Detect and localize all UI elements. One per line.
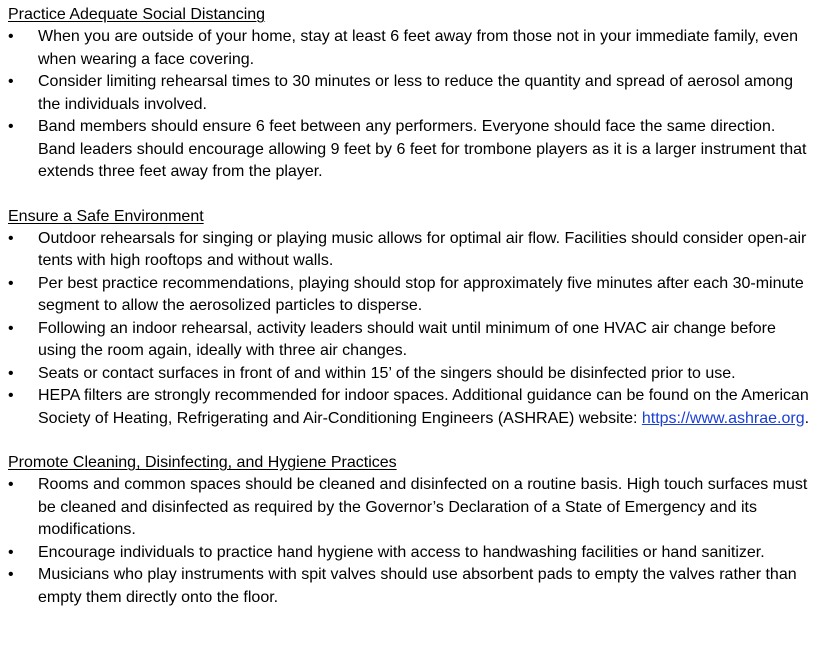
list-item-text: Following an indoor rehearsal, activity leaders should wait until minimum of one HVAC air change before using the room again, ideally with three air changes. (38, 319, 776, 359)
bullet-icon: • (8, 476, 14, 493)
bullet-icon: • (8, 364, 14, 382)
bullet-icon: • (8, 229, 14, 247)
bullet-icon: • (8, 319, 14, 337)
bullet-icon: • (8, 274, 14, 292)
bullet-list (8, 26, 816, 184)
list-item-text-end: . (804, 409, 810, 427)
section-social-distancing (8, 4, 816, 184)
list-item-text: Seats or contact surfaces in front of and within 15’ of the singers should be disinfected prior to use. (38, 364, 736, 382)
list-item (8, 474, 816, 542)
bullet-icon: • (8, 543, 14, 561)
bullet-list (8, 228, 816, 431)
section-cleaning-hygiene (8, 452, 816, 609)
list-item (8, 542, 816, 565)
list-item-text: Rooms and common spaces should be cleaned and disinfected on a routine basis. High touch surfaces must be cleaned and disinfected as required by the Governor’s Declaration of a State of Emergency and its modifications. (38, 476, 808, 538)
bullet-list (8, 474, 816, 609)
list-item-text: HEPA filters are strongly recommended for indoor spaces. Additional guidance can be found on the American Society of Heating, Refrigerating and Air-Conditioning Engineers (ASHRAE) website: (38, 387, 809, 427)
list-item-hepa (8, 385, 816, 430)
bullet-icon: • (8, 118, 14, 135)
list-item (8, 26, 816, 71)
list-item-text: Band members should ensure 6 feet between any performers. Everyone should face the same direction. Band leaders should encourage allowing 9 feet by 6 feet for trombone players as it is a larger instrument that extends three feet away from the player. (38, 118, 807, 180)
list-item-text: Encourage individuals to practice hand hygiene with access to handwashing facilities or hand sanitizer. (38, 543, 765, 561)
list-item (8, 71, 816, 116)
section-safe-environment (8, 206, 816, 431)
list-item-text: Per best practice recommendations, playing should stop for approximately five minutes after each 30-minute segment to allow the aerosolized particles to disperse. (38, 274, 804, 314)
list-item (8, 228, 816, 273)
ashrae-link[interactable]: https://www.ashrae.org (641, 409, 805, 427)
list-item-text: When you are outside of your home, stay at least 6 feet away from those not in your immediate family, even when wearing a face covering. (38, 28, 799, 68)
list-item (8, 273, 816, 318)
list-item-text: Musicians who play instruments with spit valves should use absorbent pads to empty the valves rather than empty them directly onto the floor. (38, 566, 797, 606)
list-item (8, 363, 816, 386)
section-heading: Promote Cleaning, Disinfecting, and Hygiene Practices (8, 454, 397, 471)
bullet-icon: • (8, 387, 14, 404)
section-heading: Ensure a Safe Environment (8, 207, 204, 225)
list-item (8, 318, 816, 363)
section-heading: Practice Adequate Social Distancing (8, 6, 266, 23)
list-item-text: Outdoor rehearsals for singing or playing music allows for optimal air flow. Facilities should consider open-air tents with high rooftops and without walls. (38, 229, 807, 269)
bullet-icon: • (8, 566, 14, 583)
list-item-text: Consider limiting rehearsal times to 30 minutes or less to reduce the quantity and spread of aerosol among the individuals involved. (38, 73, 794, 113)
list-item (8, 116, 816, 184)
bullet-icon: • (8, 73, 14, 90)
bullet-icon: • (8, 28, 14, 45)
list-item (8, 564, 816, 609)
document-body (8, 4, 816, 631)
